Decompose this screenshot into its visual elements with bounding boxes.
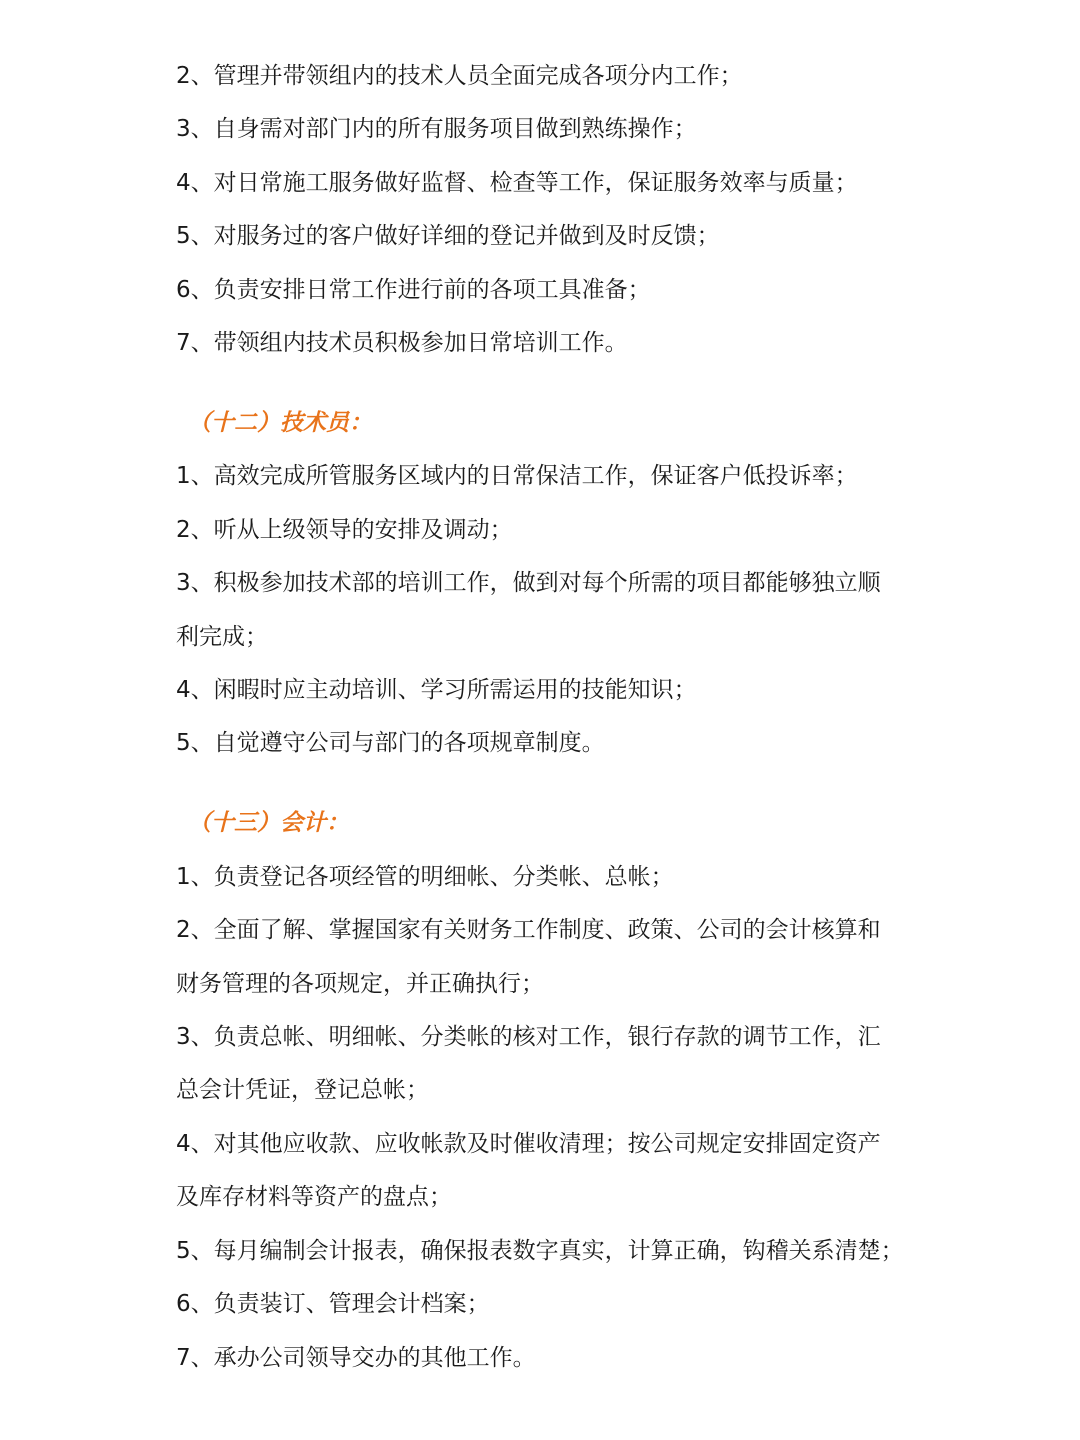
section-heading-accountant: （十三）会计：: [188, 810, 349, 836]
list-item-continuation: 总会计凭证，登记总帐；: [176, 1077, 429, 1103]
list-item: 3、自身需对部门内的所有服务项目做到熟练操作；: [176, 116, 697, 142]
list-item: 7、承办公司领导交办的其他工作。: [176, 1345, 536, 1371]
list-item: 7、带领组内技术员积极参加日常培训工作。: [176, 330, 628, 356]
list-item: 2、全面了解、掌握国家有关财务工作制度、政策、公司的会计核算和: [176, 917, 881, 943]
list-item: 6、负责安排日常工作进行前的各项工具准备；: [176, 277, 651, 303]
list-item-continuation: 及库存材料等资产的盘点；: [176, 1184, 452, 1210]
list-item: 5、自觉遵守公司与部门的各项规章制度。: [176, 730, 605, 756]
list-item: 1、高效完成所管服务区域内的日常保洁工作，保证客户低投诉率；: [176, 463, 858, 489]
list-item: 4、对日常施工服务做好监督、检查等工作，保证服务效率与质量；: [176, 170, 858, 196]
list-item: 5、每月编制会计报表，确保报表数字真实，计算正确，钩稽关系清楚；: [176, 1238, 904, 1264]
list-item: 2、听从上级领导的安排及调动；: [176, 517, 513, 543]
list-item: 1、负责登记各项经管的明细帐、分类帐、总帐；: [176, 864, 674, 890]
list-item: 3、负责总帐、明细帐、分类帐的核对工作，银行存款的调节工作，汇: [176, 1024, 881, 1050]
list-item: 4、闲暇时应主动培训、学习所需运用的技能知识；: [176, 677, 697, 703]
list-item: 6、负责装订、管理会计档案；: [176, 1291, 490, 1317]
list-item: 2、管理并带领组内的技术人员全面完成各项分内工作；: [176, 63, 743, 89]
list-item: 5、对服务过的客户做好详细的登记并做到及时反馈；: [176, 223, 720, 249]
list-item: 4、对其他应收款、应收帐款及时催收清理；按公司规定安排固定资产: [176, 1131, 881, 1157]
list-item: 3、积极参加技术部的培训工作，做到对每个所需的项目都能够独立顺: [176, 570, 881, 596]
section-heading-technician: （十二）技术员：: [188, 410, 372, 436]
list-item-continuation: 财务管理的各项规定，并正确执行；: [176, 971, 544, 997]
list-item-continuation: 利完成；: [176, 624, 268, 650]
